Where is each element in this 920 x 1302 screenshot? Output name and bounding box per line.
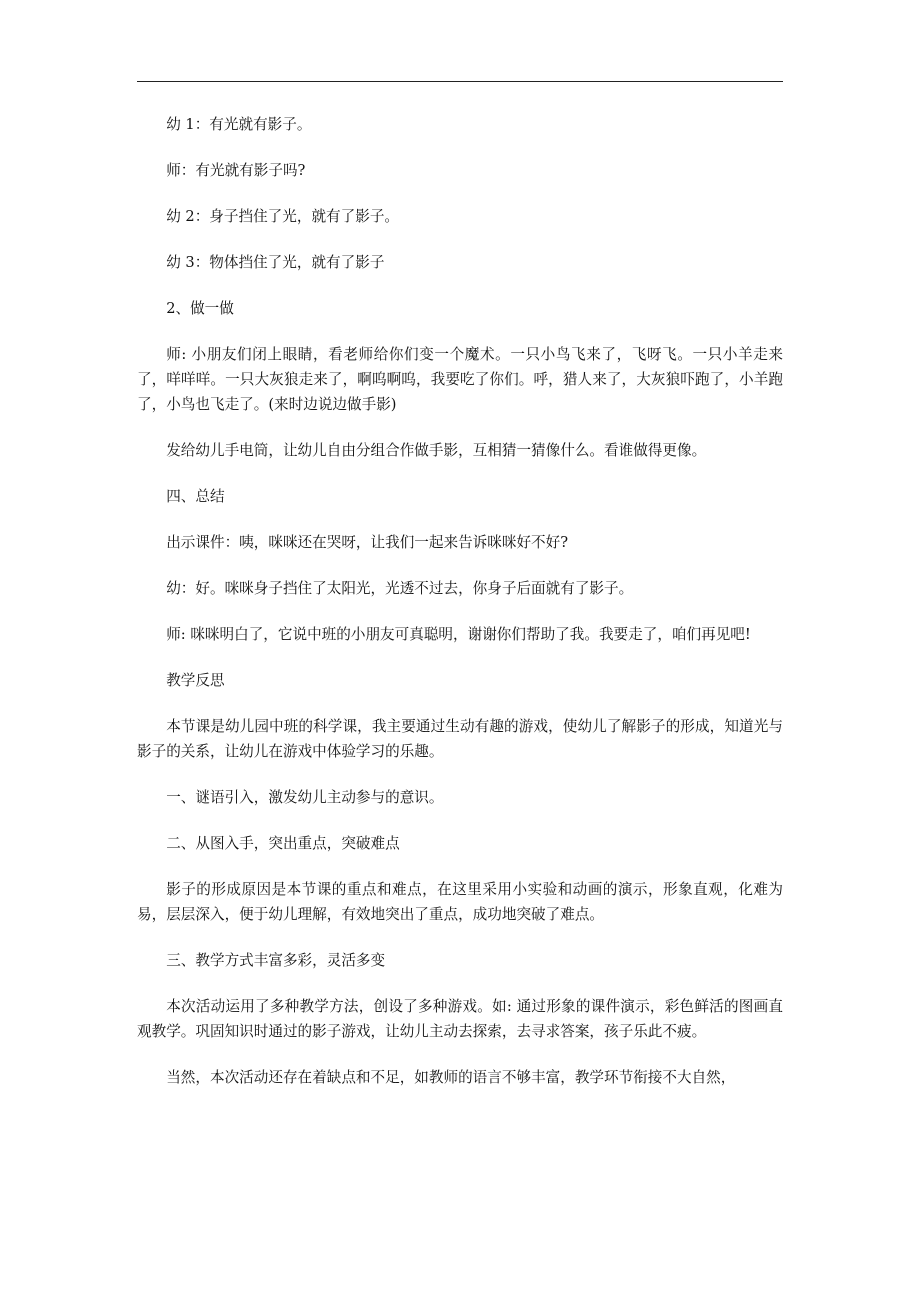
paragraph: 幼 3：物体挡住了光，就有了影子 bbox=[166, 254, 385, 271]
paragraph: 师: 咪咪明白了，它说中班的小朋友可真聪明，谢谢你们帮助了我。我要走了，咱们再见吧! bbox=[166, 626, 751, 643]
section-heading: 教学反思 bbox=[166, 672, 225, 689]
paragraph: 发给幼儿手电筒，让幼儿自由分组合作做手影，互相猜一猜像什么。看谁做得更像。 bbox=[166, 442, 707, 459]
header-rule bbox=[137, 81, 783, 82]
document-body bbox=[137, 112, 783, 1111]
section-heading: 二、从图入手，突出重点，突破难点 bbox=[166, 835, 400, 852]
paragraph: 本次活动运用了多种教学方法，创设了多种游戏。如: 通过形象的课件演示，彩色鲜活的图画直观教学。巩固知识时通过的影子游戏，让幼儿主动去探索，去寻求答案，孩子乐此不疲。 bbox=[137, 998, 783, 1040]
paragraph: 幼 2：身子挡住了光，就有了影子。 bbox=[166, 208, 400, 225]
paragraph: 幼：好。咪咪身子挡住了太阳光，光透不过去，你身子后面就有了影子。 bbox=[166, 580, 634, 597]
paragraph: 出示课件：咦，咪咪还在哭呀，让我们一起来告诉咪咪好不好? bbox=[166, 534, 569, 551]
section-heading: 四、总结 bbox=[166, 488, 225, 505]
paragraph: 本节课是幼儿园中班的科学课，我主要通过生动有趣的游戏，使幼儿了解影子的形成，知道光与影子的关系，让幼儿在游戏中体验学习的乐趣。 bbox=[137, 718, 783, 760]
paragraph: 幼 1：有光就有影子。 bbox=[166, 116, 312, 133]
section-heading: 2、做一做 bbox=[166, 300, 234, 317]
paragraph: 当然，本次活动还存在着缺点和不足，如教师的语言不够丰富，教学环节衔接不大自然， bbox=[166, 1069, 736, 1086]
paragraph: 师：有光就有影子吗? bbox=[166, 162, 306, 179]
paragraph: 影子的形成原因是本节课的重点和难点，在这里采用小实验和动画的演示，形象直观，化难为易，层层深入，便于幼儿理解，有效地突出了重点，成功地突破了难点。 bbox=[137, 881, 783, 923]
section-heading: 一、谜语引入，激发幼儿主动参与的意识。 bbox=[166, 789, 444, 806]
paragraph: 师: 小朋友们闭上眼睛，看老师给你们变一个魔术。一只小鸟飞来了，飞呀飞。一只小羊走来了，咩咩咩。一只大灰狼走来了，啊呜啊呜，我要吃了你们。呼，猎人来了，大灰狼吓跑了，小羊跑了，小鸟也飞走了。(来时边说边做手影) bbox=[137, 346, 783, 413]
section-heading: 三、教学方式丰富多彩，灵活多变 bbox=[166, 952, 386, 969]
